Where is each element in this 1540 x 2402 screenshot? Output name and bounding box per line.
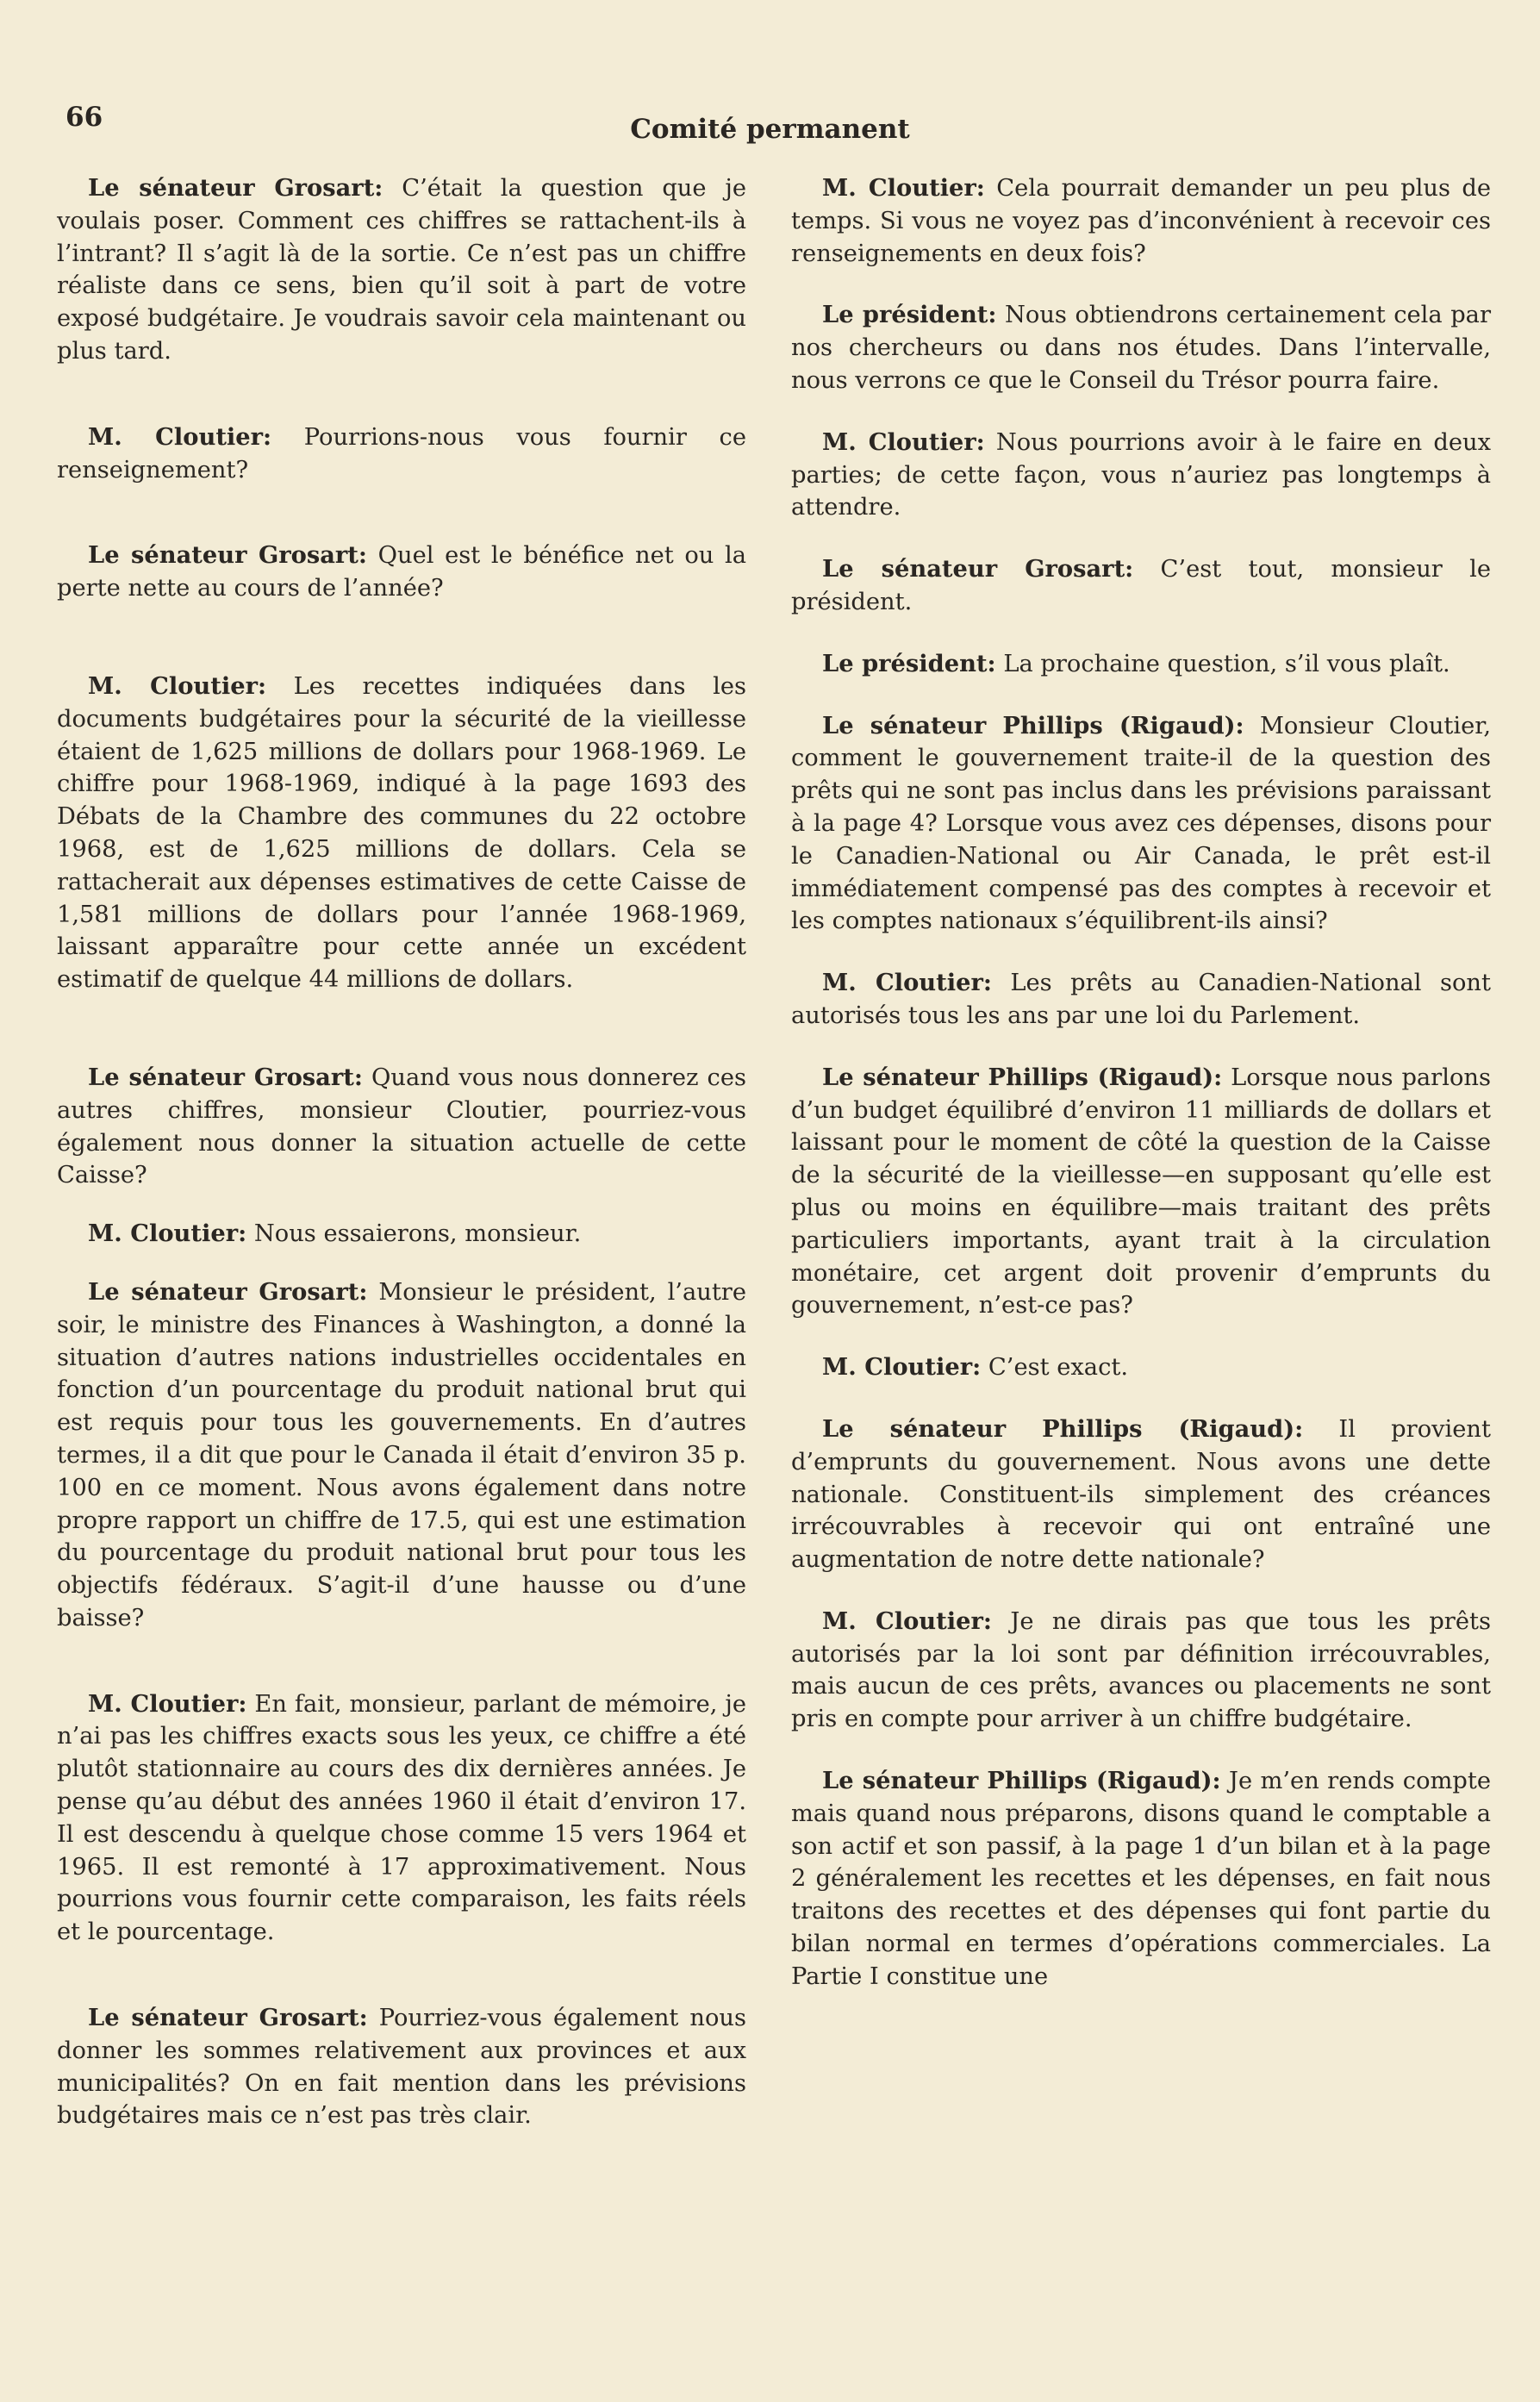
speaker-name: M. Cloutier:	[88, 671, 267, 700]
speaker-name: Le sénateur Grosart:	[88, 1277, 368, 1306]
paragraph	[791, 967, 1491, 1033]
paragraph-text: C’est tout, monsieur le président.	[791, 556, 1491, 615]
running-title: Comité permanent	[630, 114, 910, 145]
paragraph	[791, 1413, 1491, 1576]
speaker-name: M. Cloutier:	[822, 1607, 992, 1635]
paragraph	[791, 710, 1491, 939]
speaker-name: Le sénateur Grosart:	[822, 555, 1134, 583]
speaker-name: M. Cloutier:	[88, 1689, 247, 1718]
paragraph	[791, 553, 1491, 619]
paragraph	[57, 671, 746, 996]
paragraph	[57, 2002, 746, 2132]
speaker-name: M. Cloutier:	[822, 1353, 982, 1382]
paragraph-text: Monsieur Cloutier, comment le gouvernement traite-il de la question des prêts qui ne sont pas inclus dans les prévisions paraissant à la page 4? Lorsque vous avez ces dépenses, disons pour le Canadien-National ou Air Canada, le prêt est-il immédiatement compensé pas des comptes à recevoir et les comptes nationaux s’équilibrent-ils ainsi?	[791, 712, 1492, 935]
speaker-name: Le sénateur Grosart:	[88, 541, 367, 570]
paragraph	[57, 1062, 746, 1192]
paragraph-text: Monsieur le président, l’autre soir, le ministre des Finances à Washington, a donné la situation d’autres nations industrielles occidentales en fonction d’un pourcentage du produit national brut qui est requis pour tous les gouvernements. En d’autres termes, il a dit que pour le Canada il était d’environ 35 p. 100 en ce moment. Nous avons également dans notre propre rapport un chiffre de 17.5, qui est une estimation du pourcentage du produit national brut pour tous les objectifs fédéraux. S’agit-il d’une hausse ou d’une baisse?	[57, 1278, 747, 1631]
paragraph-text: Nous pourrions avoir à le faire en deux parties; de cette façon, vous n’auriez pas longtemps à attendre.	[791, 428, 1491, 521]
paragraph	[791, 427, 1491, 524]
paragraph-text: Il provient d’emprunts du gouvernement. Nous avons une dette nationale. Constituent-ils simplement des créances irrécouvrables à recevoir qui ont entraîné une augmentation de notre dette nationale?	[791, 1415, 1491, 1574]
speaker-name: Le président:	[822, 649, 996, 677]
page-number: 66	[65, 102, 103, 133]
paragraph	[57, 1688, 746, 1949]
paragraph	[791, 648, 1491, 681]
paragraph-text: Cela pourrait demander un peu plus de temps. Si vous ne voyez pas d’inconvénient à recevoir ces renseignements en deux fois?	[791, 175, 1491, 267]
speaker-name: Le sénateur Grosart:	[88, 1063, 363, 1091]
speaker-name: M. Cloutier:	[822, 427, 985, 456]
speaker-name: Le sénateur Phillips (Rigaud):	[822, 711, 1244, 739]
speaker-name: M. Cloutier:	[822, 174, 985, 202]
paragraph	[57, 172, 746, 368]
paragraph-text: C’était la question que je voulais poser. Comment ces chiffres se rattachent-ils à l’intrant? Il s’agit là de la sortie. Ce n’est pas un chiffre réaliste dans ce sens, bien qu’il soit à part de votre exposé budgétaire. Je voudrais savoir cela maintenant ou plus tard.	[57, 175, 746, 365]
paragraph	[57, 1218, 746, 1251]
paragraph	[57, 1276, 746, 1635]
paragraph	[57, 540, 746, 605]
paragraph-text: Quand vous nous donnerez ces autres chiffres, monsieur Cloutier, pourriez-vous également nous donner la situation actuelle de cette Caisse?	[57, 1064, 746, 1189]
paragraph-text: C’est exact.	[988, 1354, 1129, 1382]
speaker-name: Le président:	[822, 301, 997, 329]
paragraph-text: Pourrions-nous vous fournir ce renseignement?	[57, 423, 746, 484]
speaker-name: M. Cloutier:	[822, 969, 992, 997]
right-column	[791, 172, 1491, 1993]
paragraph	[57, 421, 746, 487]
left-column	[57, 172, 746, 2132]
paragraph-text: Les recettes indiquées dans les documents budgétaires pour la sécurité de la vieillesse étaient de 1,625 millions de dollars pour 1968-1969. Le chiffre pour 1968-1969, indiqué à la page 1693 des Débats de la Chambre des communes du 22 octobre 1968, est de 1,625 millions de dollars. Cela se rattacherait aux dépenses estimatives de cette Caisse de 1,581 millions de dollars pour l’année 1968-1969, laissant apparaître pour cette année un excédent estimatif de quelque 44 millions de dollars.	[57, 672, 746, 994]
paragraph-text: Les prêts au Canadien-National sont autorisés tous les ans par une loi du Parlement.	[791, 970, 1491, 1029]
paragraph	[791, 1765, 1491, 1993]
speaker-name: Le sénateur Grosart:	[88, 2004, 368, 2032]
paragraph-text: En fait, monsieur, parlant de mémoire, je n’ai pas les chiffres exacts sous les yeux, ce chiffre a été plutôt stationnaire au cours des dix dernières années. Je pense qu’au début des années 1960 il était d’environ 17. Il est descendu à quelque chose comme 15 vers 1964 et 1965. Il est remonté à 17 approximativement. Nous pourrions vous fournir cette comparaison, les faits réels et le pourcentage.	[57, 1690, 746, 1946]
speaker-name: M. Cloutier:	[88, 1220, 247, 1248]
speaker-name: Le sénateur Grosart:	[88, 174, 383, 202]
paragraph-text: Je m’en rends compte mais quand nous préparons, disons quand le comptable a son actif et son passif, à la page 1 d’un bilan et à la page 2 généralement les recettes et les dépenses, en fait nous traitons des recettes et des dépenses qui font partie du bilan normal en termes d’opérations commerciales. La Partie I constitue une	[791, 1768, 1492, 1990]
paragraph-text: Je ne dirais pas que tous les prêts autorisés par la loi sont par définition irrécouvrables, mais aucun de ces prêts, avances ou placements ne sont pris en compte pour arriver à un chiffre budgétaire.	[791, 1607, 1491, 1733]
paragraph	[791, 299, 1491, 396]
speaker-name: Le sénateur Phillips (Rigaud):	[822, 1063, 1223, 1091]
paragraph	[791, 1351, 1491, 1384]
speaker-name: Le sénateur Phillips (Rigaud):	[822, 1414, 1304, 1443]
paragraph-text: Lorsque nous parlons d’un budget équilibré d’environ 11 milliards de dollars et laissant pour le moment de côté la question de la Caisse de la sécurité de la vieillesse—en supposant qu’elle est plus ou moins en équilibre—mais traitant des prêts particuliers importants, ayant trait à la circulation monétaire, cet argent doit provenir d’emprunts du gouvernement, n’est-ce pas?	[791, 1064, 1491, 1320]
speaker-name: Le sénateur Phillips (Rigaud):	[822, 1767, 1221, 1795]
speaker-name: M. Cloutier:	[88, 422, 272, 451]
paragraph-text: Nous obtiendrons certainement cela par nos chercheurs ou dans nos études. Dans l’intervalle, nous verrons ce que le Conseil du Trésor pourra faire.	[791, 302, 1491, 394]
paragraph-text: Quel est le bénéfice net ou la perte nette au cours de l’année?	[57, 542, 747, 602]
paragraph	[791, 1606, 1491, 1736]
paragraph-text: La prochaine question, s’il vous plaît.	[1003, 650, 1450, 677]
paragraph-text: Pourriez-vous également nous donner les sommes relativement aux provinces et aux municipalités? On en fait mention dans les prévisions budgétaires mais ce n’est pas très clair.	[57, 2005, 746, 2130]
paragraph-text: Nous essaierons, monsieur.	[253, 1220, 582, 1248]
paragraph	[791, 1062, 1491, 1322]
paragraph	[791, 172, 1491, 270]
